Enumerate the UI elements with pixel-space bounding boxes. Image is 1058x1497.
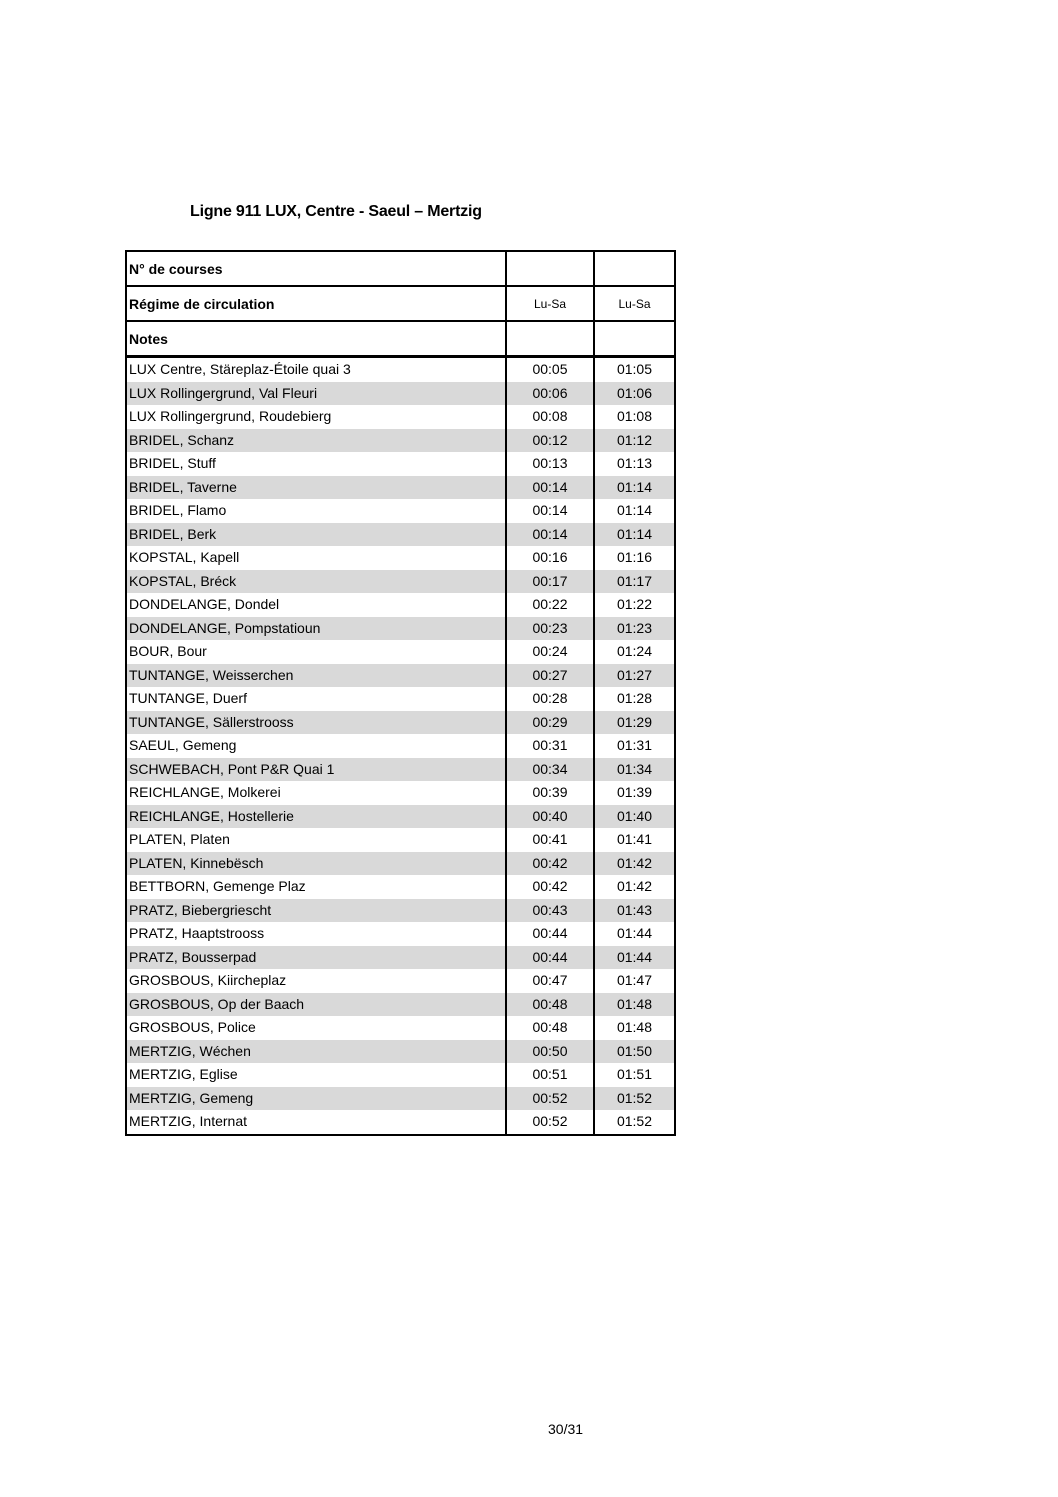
stop-name: PRATZ, Bousserpad <box>126 946 506 970</box>
table-row <box>126 1040 675 1064</box>
table-row <box>126 593 675 617</box>
departure-time-2: 01:42 <box>594 875 675 899</box>
stop-name: TUNTANGE, Duerf <box>126 687 506 711</box>
stop-name: MERTZIG, Internat <box>126 1110 506 1135</box>
stop-name: PRATZ, Biebergriescht <box>126 899 506 923</box>
table-row <box>126 805 675 829</box>
header-row-regime <box>126 286 675 321</box>
table-row <box>126 922 675 946</box>
departure-time-2: 01:42 <box>594 852 675 876</box>
stop-name: PLATEN, Kinnebësch <box>126 852 506 876</box>
departure-time-1: 00:17 <box>506 570 594 594</box>
departure-time-1: 00:51 <box>506 1063 594 1087</box>
departure-time-1: 00:52 <box>506 1087 594 1111</box>
stop-name: SAEUL, Gemeng <box>126 734 506 758</box>
departure-time-2: 01:48 <box>594 993 675 1017</box>
page-title: Ligne 911 LUX, Centre - Saeul – Mertzig <box>190 203 482 220</box>
header-row-courses <box>126 251 675 286</box>
departure-time-1: 00:24 <box>506 640 594 664</box>
departure-time-1: 00:42 <box>506 852 594 876</box>
departure-time-1: 00:06 <box>506 382 594 406</box>
departure-time-2: 01:17 <box>594 570 675 594</box>
departure-time-1: 00:31 <box>506 734 594 758</box>
stop-name: MERTZIG, Wéchen <box>126 1040 506 1064</box>
stop-name: TUNTANGE, Weisserchen <box>126 664 506 688</box>
departure-time-2: 01:52 <box>594 1110 675 1135</box>
departure-time-1: 00:47 <box>506 969 594 993</box>
departure-time-2: 01:39 <box>594 781 675 805</box>
departure-time-2: 01:28 <box>594 687 675 711</box>
stop-name: MERTZIG, Eglise <box>126 1063 506 1087</box>
departure-time-2: 01:31 <box>594 734 675 758</box>
departure-time-1: 00:12 <box>506 429 594 453</box>
table-row <box>126 452 675 476</box>
stop-name: BRIDEL, Schanz <box>126 429 506 453</box>
stop-name: LUX Rollingergrund, Roudebierg <box>126 405 506 429</box>
departure-time-2: 01:27 <box>594 664 675 688</box>
stop-name: BOUR, Bour <box>126 640 506 664</box>
regime-label: Régime de circulation <box>126 286 506 321</box>
page-number: 30/31 <box>548 1421 584 1437</box>
departure-time-1: 00:41 <box>506 828 594 852</box>
departure-time-1: 00:52 <box>506 1110 594 1135</box>
stop-name: KOPSTAL, Kapell <box>126 546 506 570</box>
table-row <box>126 1063 675 1087</box>
header-row-notes <box>126 321 675 357</box>
departure-time-2: 01:14 <box>594 499 675 523</box>
timetable <box>125 250 676 1136</box>
stop-name: BETTBORN, Gemenge Plaz <box>126 875 506 899</box>
departure-time-2: 01:44 <box>594 946 675 970</box>
table-row <box>126 758 675 782</box>
table-row <box>126 969 675 993</box>
table-row <box>126 946 675 970</box>
departure-time-2: 01:47 <box>594 969 675 993</box>
departure-time-1: 00:43 <box>506 899 594 923</box>
departure-time-1: 00:23 <box>506 617 594 641</box>
departure-time-1: 00:48 <box>506 993 594 1017</box>
table-row <box>126 993 675 1017</box>
stop-name: LUX Rollingergrund, Val Fleuri <box>126 382 506 406</box>
departure-time-1: 00:39 <box>506 781 594 805</box>
table-row <box>126 570 675 594</box>
table-row <box>126 523 675 547</box>
departure-time-2: 01:14 <box>594 523 675 547</box>
table-row <box>126 852 675 876</box>
timetable-body <box>126 251 675 1135</box>
departure-time-2: 01:13 <box>594 452 675 476</box>
departure-time-2: 01:05 <box>594 357 675 382</box>
table-row <box>126 429 675 453</box>
stop-name: DONDELANGE, Pompstatioun <box>126 617 506 641</box>
stop-name: PLATEN, Platen <box>126 828 506 852</box>
departure-time-2: 01:48 <box>594 1016 675 1040</box>
stop-name: GROSBOUS, Kiircheplaz <box>126 969 506 993</box>
departure-time-2: 01:52 <box>594 1087 675 1111</box>
departure-time-2: 01:44 <box>594 922 675 946</box>
departure-time-1: 00:48 <box>506 1016 594 1040</box>
departure-time-2: 01:24 <box>594 640 675 664</box>
stop-name: DONDELANGE, Dondel <box>126 593 506 617</box>
departure-time-2: 01:43 <box>594 899 675 923</box>
table-row <box>126 664 675 688</box>
departure-time-2: 01:12 <box>594 429 675 453</box>
table-row <box>126 828 675 852</box>
departure-time-1: 00:14 <box>506 499 594 523</box>
departure-time-1: 00:34 <box>506 758 594 782</box>
departure-time-2: 01:14 <box>594 476 675 500</box>
course-number-2 <box>594 251 675 286</box>
notes-label: Notes <box>126 321 506 357</box>
table-row <box>126 357 675 382</box>
departure-time-2: 01:41 <box>594 828 675 852</box>
notes-value-1 <box>506 321 594 357</box>
departure-time-1: 00:14 <box>506 476 594 500</box>
regime-value-1: Lu-Sa <box>506 286 594 321</box>
table-row <box>126 875 675 899</box>
table-row <box>126 546 675 570</box>
table-row <box>126 899 675 923</box>
courses-label: N° de courses <box>126 251 506 286</box>
table-row <box>126 476 675 500</box>
departure-time-1: 00:29 <box>506 711 594 735</box>
departure-time-1: 00:05 <box>506 357 594 382</box>
stop-name: GROSBOUS, Police <box>126 1016 506 1040</box>
departure-time-1: 00:13 <box>506 452 594 476</box>
notes-value-2 <box>594 321 675 357</box>
departure-time-1: 00:50 <box>506 1040 594 1064</box>
course-number-1 <box>506 251 594 286</box>
table-row <box>126 781 675 805</box>
stop-name: BRIDEL, Flamo <box>126 499 506 523</box>
departure-time-1: 00:22 <box>506 593 594 617</box>
stop-name: BRIDEL, Taverne <box>126 476 506 500</box>
table-row <box>126 640 675 664</box>
departure-time-2: 01:40 <box>594 805 675 829</box>
stop-name: REICHLANGE, Molkerei <box>126 781 506 805</box>
table-row <box>126 617 675 641</box>
departure-time-1: 00:16 <box>506 546 594 570</box>
departure-time-2: 01:51 <box>594 1063 675 1087</box>
stop-name: MERTZIG, Gemeng <box>126 1087 506 1111</box>
table-row <box>126 1016 675 1040</box>
stop-name: GROSBOUS, Op der Baach <box>126 993 506 1017</box>
table-row <box>126 1087 675 1111</box>
departure-time-2: 01:23 <box>594 617 675 641</box>
departure-time-1: 00:28 <box>506 687 594 711</box>
stop-name: TUNTANGE, Sällerstrooss <box>126 711 506 735</box>
table-row <box>126 1110 675 1135</box>
departure-time-1: 00:42 <box>506 875 594 899</box>
table-row <box>126 687 675 711</box>
departure-time-1: 00:08 <box>506 405 594 429</box>
table-row <box>126 382 675 406</box>
departure-time-1: 00:44 <box>506 922 594 946</box>
table-row <box>126 734 675 758</box>
stop-name: REICHLANGE, Hostellerie <box>126 805 506 829</box>
departure-time-2: 01:06 <box>594 382 675 406</box>
departure-time-2: 01:08 <box>594 405 675 429</box>
stop-name: KOPSTAL, Bréck <box>126 570 506 594</box>
table-row <box>126 499 675 523</box>
table-row <box>126 405 675 429</box>
departure-time-1: 00:44 <box>506 946 594 970</box>
departure-time-2: 01:22 <box>594 593 675 617</box>
departure-time-2: 01:34 <box>594 758 675 782</box>
departure-time-1: 00:27 <box>506 664 594 688</box>
stop-name: SCHWEBACH, Pont P&R Quai 1 <box>126 758 506 782</box>
departure-time-2: 01:16 <box>594 546 675 570</box>
table-row <box>126 711 675 735</box>
stop-name: LUX Centre, Stäreplaz-Étoile quai 3 <box>126 357 506 382</box>
departure-time-2: 01:29 <box>594 711 675 735</box>
departure-time-2: 01:50 <box>594 1040 675 1064</box>
regime-value-2: Lu-Sa <box>594 286 675 321</box>
stop-name: PRATZ, Haaptstrooss <box>126 922 506 946</box>
stop-name: BRIDEL, Stuff <box>126 452 506 476</box>
departure-time-1: 00:14 <box>506 523 594 547</box>
departure-time-1: 00:40 <box>506 805 594 829</box>
stop-name: BRIDEL, Berk <box>126 523 506 547</box>
